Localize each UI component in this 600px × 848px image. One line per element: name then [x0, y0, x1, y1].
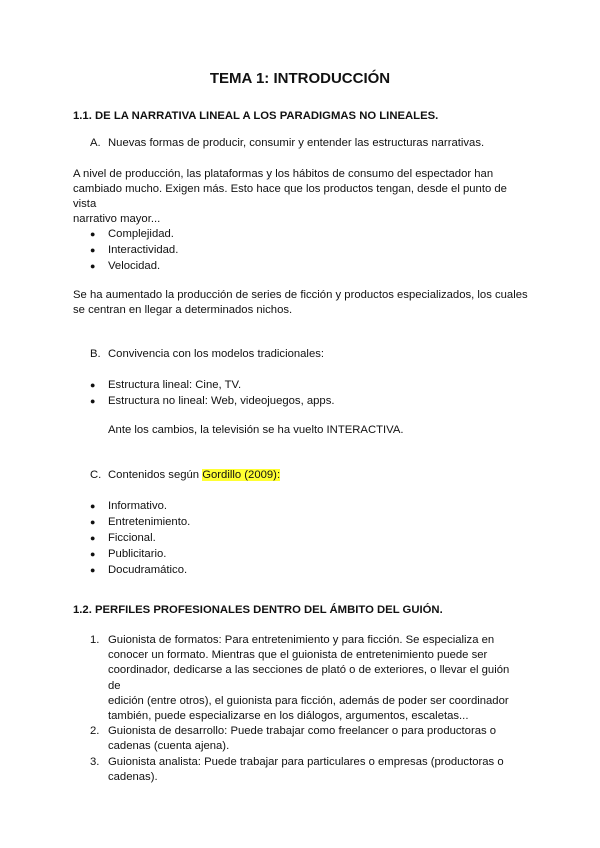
item-a-letter: A. [90, 137, 101, 149]
paragraph-series [73, 288, 533, 318]
bullet-icon: ● [90, 501, 96, 511]
list-item: 3. Guionista analista: Puede trabajar para particulares o empresas (productoras o cadenas). [90, 755, 504, 783]
paragraph-line: se centran en llegar a determinados nichos. [73, 304, 293, 316]
bullet-icon: ● [90, 380, 96, 390]
paragraph-line: cambiado mucho. Exigen más. Esto hace que los productos tengan, desde el punto de vista [73, 183, 507, 210]
bullet-icon: ● [90, 565, 96, 575]
numbered-list [90, 633, 510, 785]
list-item: ● Publicitario. [90, 548, 167, 560]
bullet-list-3 [90, 498, 190, 578]
item-c [90, 469, 280, 481]
paragraph-production [73, 167, 533, 227]
bullet-icon: ● [90, 549, 96, 559]
item-c-letter: C. [90, 469, 102, 481]
item-a-text: Nuevas formas de producir, consumir y entender las estructuras narrativas. [108, 137, 485, 149]
list-item: ● Complejidad. [90, 228, 174, 240]
list-item: ● Informativo. [90, 500, 168, 512]
bullet-icon: ● [90, 517, 96, 527]
list-item: ● Docudramático. [90, 564, 188, 576]
list-item: ● Velocidad. [90, 260, 161, 272]
note-interactive-tv: Ante los cambios, la televisión se ha vuelto INTERACTIVA. [108, 424, 404, 436]
paragraph-line: Se ha aumentado la producción de series de ficción y productos especializados, los cuales [73, 289, 528, 301]
item-b-text: Convivencia con los modelos tradicionales: [108, 348, 325, 360]
item-b [90, 348, 324, 360]
list-item: ● Estructura no lineal: Web, videojuegos, apps. [90, 395, 335, 407]
bullet-icon: ● [90, 396, 96, 406]
list-item: ● Entretenimiento. [90, 516, 191, 528]
bullet-icon: ● [90, 229, 96, 239]
list-item: ● Estructura lineal: Cine, TV. [90, 379, 242, 391]
list-item: 1. Guionista de formatos: Para entretenimiento y para ficción. Se especializa en conocer un formato. Mientras que el guionista de entretenimiento puede ser coordinador, dedicarse a las secciones de plató o de exteriores, o llevar el guión de edición (entre otros), el guionista para ficción, además de poder ser coordinador también, puede especializarse en los diálogos, argumentos, escaletas... [90, 634, 510, 723]
list-item: ● Ficcional. [90, 532, 156, 544]
page-title: TEMA 1: INTRODUCCIÓN [209, 70, 391, 87]
bullet-list-2 [90, 377, 335, 409]
item-a [90, 137, 484, 149]
bullet-icon: ● [90, 533, 96, 543]
paragraph-line: A nivel de producción, las plataformas y los hábitos de consumo del espectador han [73, 168, 494, 180]
bullet-icon: ● [90, 245, 96, 255]
bullet-list-1 [90, 226, 178, 274]
list-item: ● Interactividad. [90, 244, 179, 256]
item-b-letter: B. [90, 348, 101, 360]
section-heading-1-2: 1.2. PERFILES PROFESIONALES DENTRO DEL ÁMBITO DEL GUIÓN. [73, 604, 443, 616]
item-c-text: Contenidos según [108, 469, 203, 481]
bullet-icon: ● [90, 261, 96, 271]
list-item: 2. Guionista de desarrollo: Puede trabajar como freelancer o para productoras o cadenas (cuenta ajena). [90, 725, 497, 753]
paragraph-line: narrativo mayor... [73, 213, 161, 225]
section-heading-1-1: 1.1. DE LA NARRATIVA LINEAL A LOS PARADIGMAS NO LINEALES. [73, 110, 439, 122]
highlighted-citation: Gordillo (2009): [202, 469, 281, 481]
